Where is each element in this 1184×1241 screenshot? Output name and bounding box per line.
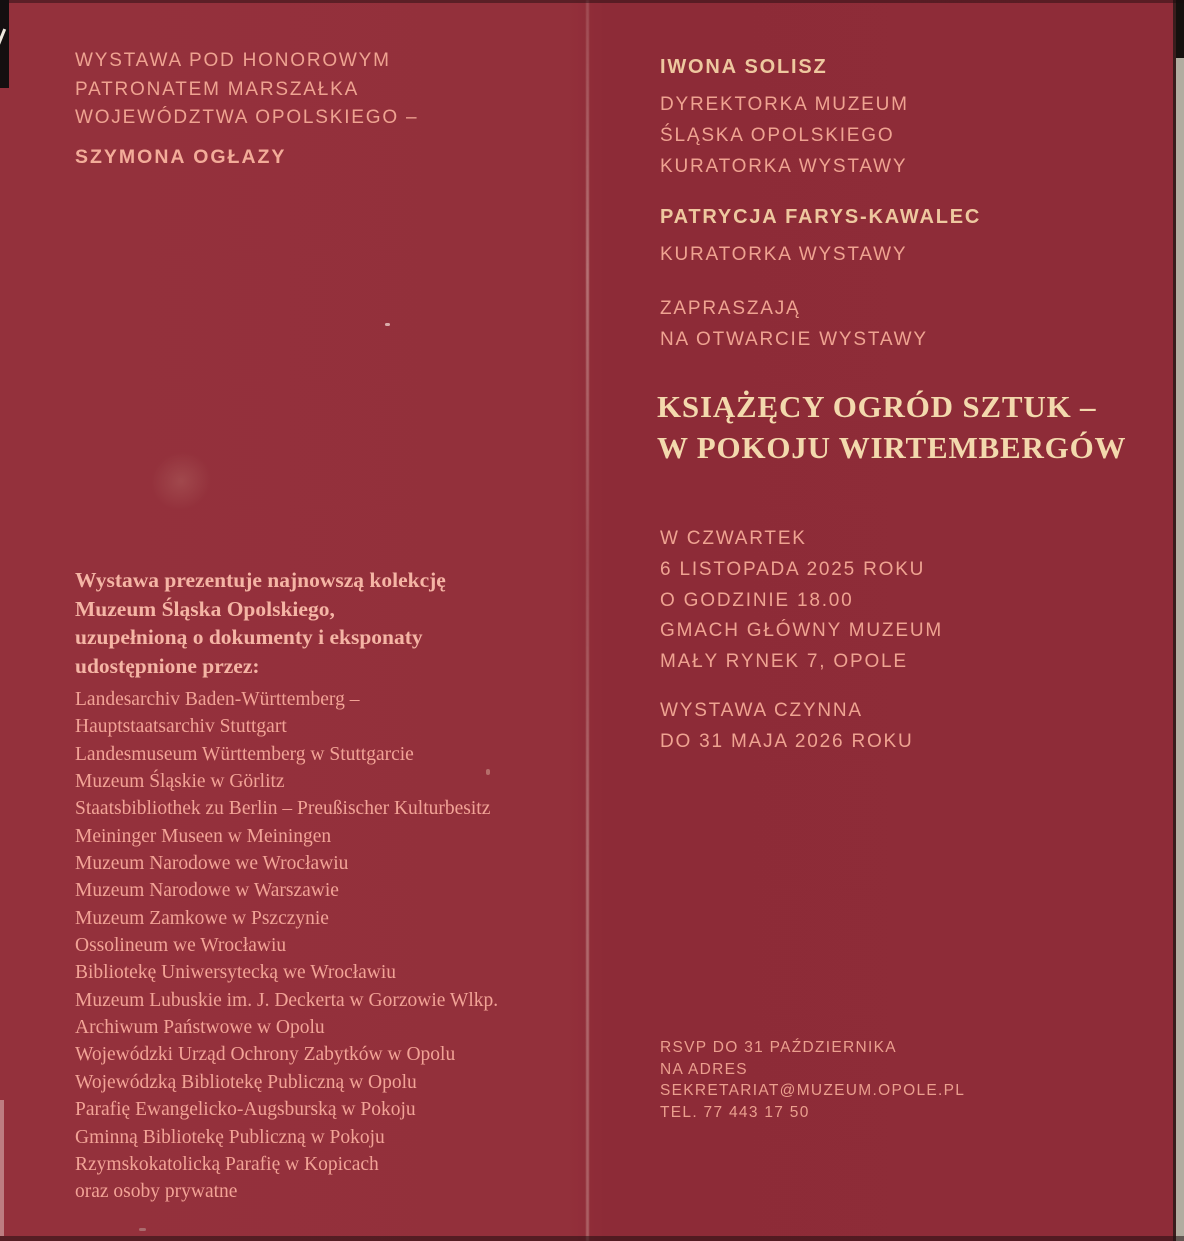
exhibition-title-line: W POKOJU WIRTEMBERGÓW — [657, 430, 1127, 465]
rsvp-line: TEL. 77 443 17 50 — [660, 1103, 810, 1121]
event-details — [660, 524, 943, 678]
lender-item: Muzeum Narodowe we Wrocławiu — [75, 853, 349, 875]
exhibition-title-line: KSIĄŻĘCY OGRÓD SZTUK – — [657, 389, 1097, 424]
lender-item: Archiwum Państwowe w Opolu — [75, 1017, 325, 1039]
intro-line: Wystawa prezentuje najnowszą kolekcję — [75, 568, 446, 592]
intro-line: uzupełnioną o dokumenty i eksponaty — [75, 625, 423, 650]
corner-scan-artifact — [0, 0, 9, 88]
page-bottom-edge — [0, 1236, 1184, 1241]
intro-line: udostępnione przez: — [75, 653, 260, 678]
lenders-list — [75, 686, 498, 1206]
exhibition-duration — [660, 696, 914, 758]
page-left-edge — [0, 1100, 4, 1236]
lender-item: Bibliotekę Uniwersytecką we Wrocławiu — [75, 962, 397, 984]
role-line: ŚLĄSKA OPOLSKIEGO — [660, 124, 895, 146]
duration-line: DO 31 MAJA 2026 ROKU — [660, 730, 914, 752]
lender-item: Landesarchiv Baden-Württemberg – — [75, 689, 360, 710]
role-line: DYREKTORKA MUZEUM — [660, 94, 909, 115]
curator-primary-name: IWONA SOLISZ — [660, 56, 828, 78]
curator-secondary-name: PATRYCJA FARYS-KAWALEC — [660, 206, 982, 228]
patronage-line: WYSTAWA POD HONOROWYM — [75, 50, 391, 71]
rsvp-line: SEKRETARIAT@MUZEUM.OPOLE.PL — [660, 1082, 966, 1100]
lender-item: Muzeum Zamkowe w Pszczynie — [75, 907, 329, 929]
rsvp-line: RSVP DO 31 PAŹDZIERNIKA — [660, 1039, 897, 1056]
patronage-line: WOJEWÓDZTWA OPOLSKIEGO – — [75, 107, 419, 128]
rsvp-block — [660, 1037, 965, 1123]
page-top-edge — [0, 0, 1184, 3]
event-detail-line: 6 LISTOPADA 2025 ROKU — [660, 558, 926, 580]
lender-item: Meininger Museen w Meiningen — [75, 825, 332, 847]
page-right-edge — [1173, 0, 1176, 1241]
patronage-block — [75, 47, 418, 133]
lender-item: Muzeum Lubuskie im. J. Deckerta w Gorzowie Wlkp. — [75, 989, 499, 1011]
lender-item: Muzeum Śląskie w Görlitz — [75, 771, 285, 793]
lender-item: Parafię Ewangelicko-Augsburską w Pokoju — [75, 1099, 416, 1121]
scan-smudge — [140, 440, 223, 521]
role-line: KURATORKA WYSTAWY — [660, 244, 908, 265]
duration-line: WYSTAWA CZYNNA — [660, 700, 863, 721]
intro-line: Muzeum Śląska Opolskiego, — [75, 596, 335, 621]
lender-item: Wojewódzką Bibliotekę Publiczną w Opolu — [75, 1071, 417, 1093]
scanner-edge-shadow — [1176, 0, 1184, 58]
lender-item: Muzeum Narodowe w Warszawie — [75, 880, 339, 902]
lender-item: Ossolineum we Wrocławiu — [75, 935, 287, 957]
lender-item: Gminną Bibliotekę Publiczną w Pokoju — [75, 1126, 385, 1148]
lender-item: oraz osoby prywatne — [75, 1181, 238, 1203]
lender-item: Hauptstaatsarchiv Stuttgart — [75, 716, 287, 738]
exhibition-title — [657, 386, 1126, 468]
role-line: KURATORKA WYSTAWY — [660, 155, 908, 177]
event-detail-line: MAŁY RYNEK 7, OPOLE — [660, 651, 908, 673]
fold-crease-line — [586, 0, 589, 1241]
patron-name: SZYMONA OGŁAZY — [75, 146, 287, 168]
scan-speck — [385, 323, 390, 326]
lender-item: Landesmuseum Württemberg w Stuttgarcie — [75, 743, 414, 765]
scan-speck — [139, 1228, 146, 1231]
patronage-line: PATRONATEM MARSZAŁKA — [75, 78, 360, 100]
scanner-edge-strip — [1176, 0, 1184, 1241]
event-detail-line: GMACH GŁÓWNY MUZEUM — [660, 620, 943, 642]
lender-item: Rzymskokatolicką Parafię w Kopicach — [75, 1153, 379, 1175]
curator-secondary-roles — [660, 240, 907, 271]
invitation-line: NA OTWARCIE WYSTAWY — [660, 328, 928, 350]
invitation-line: ZAPRASZAJĄ — [660, 298, 801, 319]
lender-item: Wojewódzki Urząd Ochrony Zabytków w Opolu — [75, 1044, 456, 1066]
rsvp-line: NA ADRES — [660, 1060, 748, 1078]
lender-item: Staatsbibliothek zu Berlin – Preußischer Kulturbesitz — [75, 798, 491, 820]
intro-paragraph — [75, 566, 446, 680]
event-detail-line: W CZWARTEK — [660, 528, 807, 549]
invitation-lines — [660, 294, 928, 356]
curator-primary-roles — [660, 90, 909, 182]
event-detail-line: O GODZINIE 18.00 — [660, 589, 854, 611]
